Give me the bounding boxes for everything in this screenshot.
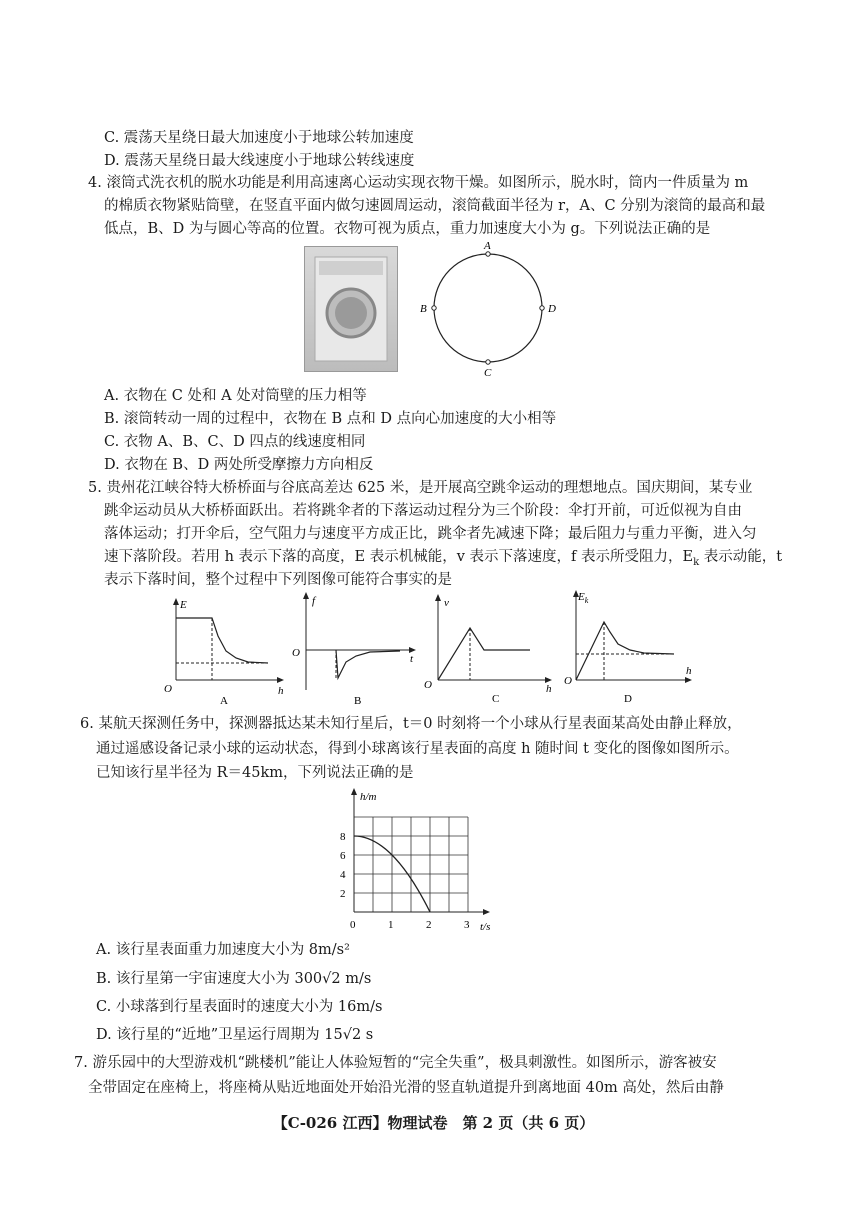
graph-d-ylabel: $E_k$: [578, 591, 589, 605]
graph-a-xlabel: h: [278, 685, 284, 697]
graph-c-xlabel: h: [546, 683, 552, 695]
washing-machine-photo: [304, 246, 398, 372]
q6-option-b: B. 该行星第一宇宙速度大小为 300√2 m/s: [96, 971, 372, 987]
q4-stem-line1: 4. 滚筒式洗衣机的脱水功能是利用高速离心运动实现衣物干燥。如图所示，脱水时，筒内一件质量为 m: [88, 175, 749, 191]
graph-a-caption: A: [220, 695, 228, 706]
x-tick-3: 3: [464, 919, 470, 931]
q4-option-a: A. 衣物在 C 处和 A 处对筒壁的压力相等: [104, 388, 367, 404]
point-b-label: B: [420, 303, 427, 315]
graph-b: [290, 590, 420, 706]
graph-c-ylabel: v: [444, 597, 449, 609]
x-tick-1: 1: [388, 919, 394, 931]
graph-b-origin: O: [292, 647, 300, 659]
q6-stem-line3: 已知该行星半径为 R＝45km，下列说法正确的是: [96, 765, 414, 781]
graph-a-ylabel: E: [180, 599, 187, 611]
q4-stem-line3: 低点，B、D 为与圆心等高的位置。衣物可视为质点，重力加速度大小为 g。下列说法正确的是: [104, 221, 711, 237]
point-c-label-right: D: [548, 303, 556, 315]
q5-stem-line3: 落体运动；打开伞后，空气阻力与速度平方成正比，跳伞者先减速下降；最后阻力与重力平衡，进入匀: [104, 526, 757, 542]
chart-xlabel: t/s: [480, 921, 491, 933]
y-tick-4: 4: [340, 869, 346, 881]
q7-stem-line1: 7. 游乐园中的大型游戏机“跳楼机”能让人体验短暂的“完全失重”，极具刺激性。如图所示，游客被安: [74, 1055, 717, 1071]
graph-b-ylabel: f: [312, 595, 316, 607]
y-tick-6: 6: [340, 850, 346, 862]
y-tick-8: 8: [340, 831, 346, 843]
point-a-label: A: [484, 240, 491, 252]
y-tick-2: 2: [340, 888, 346, 900]
graph-c: [422, 592, 558, 706]
graph-d-caption: D: [624, 693, 632, 705]
page-footer: 【C-026 江西】物理试卷 第 2 页（共 6 页）: [272, 1114, 595, 1132]
point-d-label-bottom: C: [484, 367, 492, 378]
graph-b-xlabel: t: [410, 653, 414, 665]
q3-option-d: D. 震荡天星绕日最大线速度小于地球公转线速度: [104, 153, 415, 169]
q6-option-d: D. 该行星的“近地”卫星运行周期为 15√2 s: [96, 1027, 374, 1043]
x-tick-2: 2: [426, 919, 432, 931]
q4-option-d: D. 衣物在 B、D 两处所受摩擦力方向相反: [104, 457, 374, 473]
q5-stem-line4: 速下落阶段。若用 h 表示下落的高度，E 表示机械能，v 表示下落速度，f 表示所受阻力，$E_k$ 表示动能，t: [104, 549, 783, 568]
q4-option-c: C. 衣物 A、B、C、D 四点的线速度相同: [104, 434, 366, 450]
graph-c-caption: C: [492, 693, 500, 705]
graph-d: [560, 588, 700, 706]
graph-b-caption: B: [354, 695, 362, 706]
q4-option-b: B. 滚筒转动一周的过程中，衣物在 B 点和 D 点向心加速度的大小相等: [104, 411, 557, 427]
graph-d-origin: O: [564, 675, 572, 687]
q6-option-c: C. 小球落到行星表面时的速度大小为 16m/s: [96, 999, 383, 1015]
height-time-chart: [330, 784, 510, 936]
graph-c-origin: O: [424, 679, 432, 691]
graph-d-xlabel: h: [686, 665, 692, 677]
q6-option-a: A. 该行星表面重力加速度大小为 8m/s²: [96, 942, 350, 958]
graph-a-origin: O: [164, 683, 172, 695]
q4-stem-line2: 的棉质衣物紧贴筒壁，在竖直平面内做匀速圆周运动，滚筒截面半径为 r，A、C 分别为滚筒的最高和最: [104, 198, 766, 214]
q5-stem-line2: 跳伞运动员从大桥桥面跃出。若将跳伞者的下落运动过程分为三个阶段：伞打开前，可近似视为自由: [104, 503, 742, 519]
q5-stem-line5: 表示下落时间，整个过程中下列图像可能符合事实的是: [104, 572, 452, 588]
q3-option-c: C. 震荡天星绕日最大加速度小于地球公转加速度: [104, 130, 414, 146]
x-tick-0: 0: [350, 919, 356, 931]
drum-circle-diagram: [418, 238, 568, 378]
chart-ylabel: h/m: [360, 791, 377, 803]
graph-a: [160, 596, 290, 706]
q6-stem-line1: 6. 某航天探测任务中，探测器抵达某未知行星后，t＝0 时刻将一个小球从行星表面某高处由静止释放，: [80, 716, 742, 732]
q5-stem-line1: 5. 贵州花江峡谷特大桥桥面与谷底高差达 625 米，是开展高空跳伞运动的理想地点。国庆期间，某专业: [88, 480, 753, 496]
q7-stem-line2: 全带固定在座椅上，将座椅从贴近地面处开始沿光滑的竖直轨道提升到离地面 40m 高处，然后由静: [88, 1080, 724, 1096]
q6-stem-line2: 通过遥感设备记录小球的运动状态，得到小球离该行星表面的高度 h 随时间 t 变化的图像如图所示。: [96, 741, 739, 757]
